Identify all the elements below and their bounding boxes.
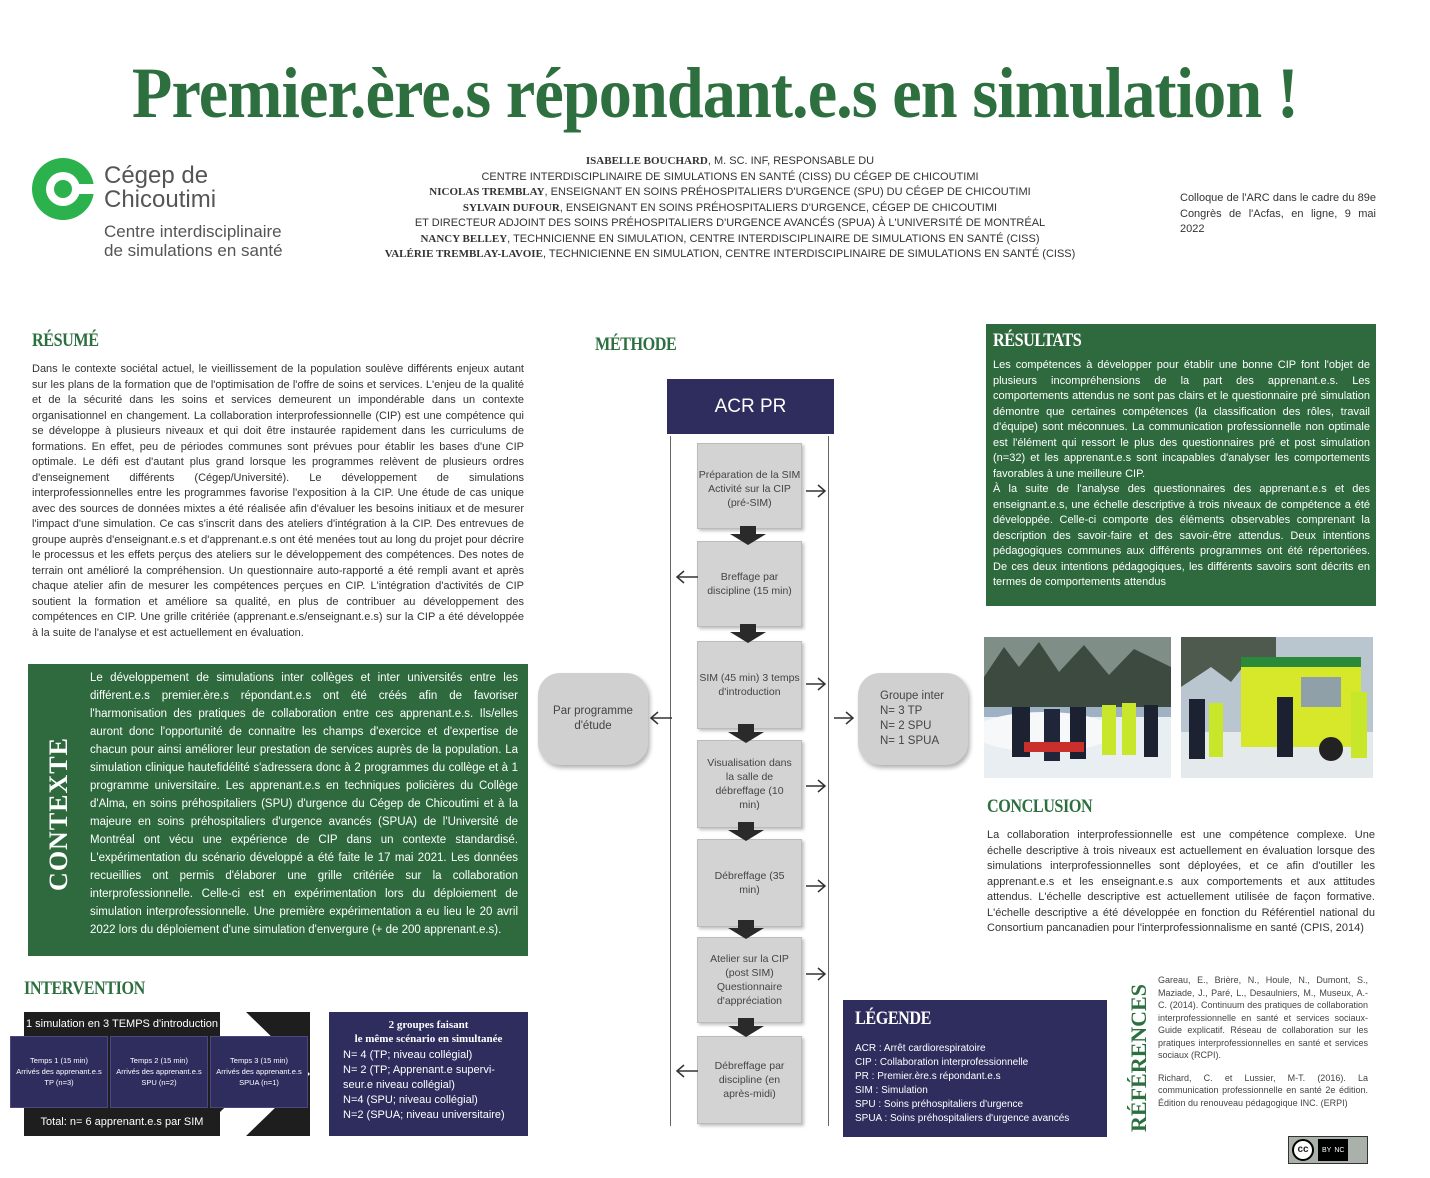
methode-heading: MÉTHODE bbox=[595, 334, 677, 355]
arrow-right-icon bbox=[806, 777, 830, 795]
logo-line-1: Cégep de bbox=[104, 162, 209, 189]
groupe-inter-line: N= 3 TP bbox=[880, 705, 923, 717]
arrow-right-icon bbox=[806, 965, 830, 983]
references-heading: RÉFÉRENCES bbox=[1126, 984, 1152, 1132]
groupe-inter-pill bbox=[858, 673, 968, 765]
flow-line-left bbox=[670, 436, 671, 1126]
contexte-text: Le développement de simulations inter collèges et inter universités entre les différent.e.s premier.ère.s répondant.e.s ont été créés afin de favoriser l'harmonisation des pratiques de collaboration entre ces apprenant.e.s. Ils/elles auront donc l'opportunité de connaitre les champs d'exercice et d'expertise de chacun pour ainsi améliorer leur prestation de services auprès de la population. La simulation clinique hautefidélité s'adressera donc à 2 programmes du collège et à 1 programme universitaire. Les apprenant.e.s en techniques policières du Collège d'Alma, en soins préhospitaliers (SPU) d'urgence du Cégep de Chicoutimi et à la majeure en soins préhospitaliers d'urgence avancés (SPUA) de l'Université de Montréal ont vécu une expérience de CIP dans un contexte standardisé. L'expérimentation du scénario développé a été faite le 17 mai 2021. Les données recueillies ont permis d'élaborer une grille critériée sur la collaboration interprofessionnelle. Celle-ci est en expérimentation lors du déploiement de simulation interprofessionnelle. Une première expérimentation a eu lieu le 20 avril 2022 lors du déploiement d'une simulation d'envergure (+ de 200 apprenant.e.s). bbox=[90, 672, 518, 936]
arrow-right-icon bbox=[806, 877, 830, 895]
reference-item: Richard, C. et Lussier, M-T. (2016). La communication professionnelle en santé 2e édition. Édition du renouveau pédagogique INC. (ERPI) bbox=[1158, 1072, 1368, 1108]
flow-step-7: Débreffage par discipline (en après-midi) bbox=[697, 1036, 802, 1124]
conclusion-heading: CONCLUSION bbox=[987, 796, 1093, 817]
intervention-panel bbox=[16, 1012, 310, 1136]
author-line: ISABELLE BOUCHARD, M. SC. INF, RESPONSABLE DU bbox=[585, 155, 875, 167]
logo-line-2: Chicoutimi bbox=[104, 186, 217, 213]
author-line: NANCY BELLEY, TECHNICIENNE EN SIMULATION, CENTRE INTERDISCIPLINAIRE DE SIMULATIONS EN SANTÉ (CISS) bbox=[420, 232, 1040, 245]
conclusion-text: La collaboration interprofessionnelle est une compétence complexe. Une échelle descriptive à trois niveaux est actuellement en évaluation lorsque des simulations interprofessionnelles sont déployées, et ce afin d'outiller les apprenant.e.s et les enseignant.e.s aux comportements et aux attitudes attendus. L'échelle descriptive est actuellement utilisée de façon formative. L'échelle descriptive a été développée en fonction du Référentiel national du Consortium pancanadien pour l'interprofessionnalisme en santé (CPIS, 2014) bbox=[987, 829, 1375, 934]
resultats-heading: RÉSULTATS bbox=[993, 330, 1082, 351]
author-line: ET DIRECTEUR ADJOINT DES SOINS PRÉHOSPITALIERS D'URGENCE AVANCÉS (SPUA) À L'UNIVERSITÉ DE MONTRÉAL bbox=[414, 217, 1046, 229]
cegep-logo-icon bbox=[32, 158, 94, 220]
intervention-banner: 1 simulation en 3 TEMPS d'introduction bbox=[25, 1018, 219, 1030]
arrow-left-icon bbox=[646, 709, 672, 727]
resume-heading: RÉSUMÉ bbox=[32, 330, 99, 351]
groupes-line: N=2 (SPUA; niveau universitaire) bbox=[343, 1109, 505, 1121]
acr-pr-box: ACR PR bbox=[667, 379, 834, 434]
colloque-note: Colloque de l'ARC dans le cadre du 89e Congrès de l'Acfas, en ligne, 9 mai 2022 bbox=[1180, 192, 1376, 235]
arrow-right-icon bbox=[834, 709, 858, 727]
temps-box-1: Temps 1 (15 min) Arrivés des apprenant.e.s TP (n=3) bbox=[10, 1036, 108, 1108]
logo-line-4: de simulations en santé bbox=[104, 241, 283, 260]
legende-box bbox=[843, 1000, 1107, 1137]
flow-step-1: Préparation de la SIM Activité sur la CIP (pré-SIM) bbox=[697, 443, 802, 529]
contexte-heading: CONTEXTE bbox=[44, 737, 74, 891]
logo-subtitle bbox=[104, 222, 283, 260]
contexte-heading-wrap bbox=[42, 704, 76, 924]
resultats-text-2: À la suite de l'analyse des questionnaires des apprenant.e.s et des enseignant.e.s, une échelle descriptive à trois niveaux de compétence a été développée. Celle-ci comporte des éléments observables comprenant la description des savoir-faire et des savoir-être attendus. Deux intentions pédagogiques communes aux différents programmes ont été répertoriées. De ces deux intentions pédagogiques, les différents savoirs sont décrits en termes de comportements attendus bbox=[993, 483, 1370, 588]
groupe-inter-line: Groupe inter bbox=[880, 690, 944, 702]
par-programme-pill: Par programme d'étude bbox=[538, 673, 648, 765]
groupe-inter-line: N= 1 SPUA bbox=[880, 735, 940, 747]
groupes-title-2: le même scénario en simultanée bbox=[354, 1033, 503, 1045]
intervention-total: Total: n= 6 apprenant.e.s par SIM bbox=[40, 1116, 204, 1128]
arrow-down-icon bbox=[728, 526, 768, 546]
simulation-photo-2 bbox=[1181, 637, 1373, 778]
references-heading-wrap bbox=[1124, 974, 1154, 1142]
flow-step-5: Débreffage (35 min) bbox=[697, 839, 802, 927]
author-line: VALÉRIE TREMBLAY-LAVOIE, TECHNICIENNE EN SIMULATION, CENTRE INTERDISCIPLINAIRE DE SIMULATIONS EN SANTÉ (CISS) bbox=[384, 248, 1076, 260]
reference-item: Gareau, E., Brière, N., Houle, N., Dumont, S., Maziade, J., Paré, L., Desaulniers, M., Museux, A.-C. (2014). Continuum des pratiques de collaboration interprofessionnelle en santé et services sociaux-Guide explicatif. Réseau de collaboration sur les pratiques interprofessionnelles en santé et services sociaux (RCPI). bbox=[1158, 975, 1368, 1060]
cc-icon: cc bbox=[1292, 1139, 1314, 1161]
legende-item: CIP : Collaboration interprofessionnelle bbox=[855, 1057, 1029, 1068]
groupes-line: N= 2 (TP; Apprenant.e supervi-seur.e niveau collégial) bbox=[343, 1064, 495, 1091]
flow-step-2: Breffage par discipline (15 min) bbox=[697, 541, 802, 627]
temps-box-3: Temps 3 (15 min) Arrivés des apprenant.e.s SPUA (n=1) bbox=[210, 1036, 308, 1108]
logo-name bbox=[104, 164, 216, 212]
legende-heading: LÉGENDE bbox=[855, 1008, 932, 1029]
resultats-box bbox=[986, 324, 1376, 606]
resume-text: Dans le contexte sociétal actuel, le vieillissement de la population soulève différents enjeux autant sur les plans de la formation que de l'optimisation de l'offre de soins et services. L'enjeu de la qualité et de la sécurité dans les soins et services demeurent un impondérable dans un contexte organisationnel en changement. La collaboration interprofessionnelle (CIP) est une compétence qui se développe à plusieurs niveaux et qui doit être instaurée rapidement dans les curriculums de formations. En effet, peu de périodes communes sont prévues pour établir les bases d'une CIP optimale. Le défi est d'autant plus grand lorsque les programmes relèvent de plusieurs ordres d'enseignement différents (Cégep/Université). Le développement de simulations interprofessionnelles entre les programmes favorise l'exposition à la CIP. Une étude de cas unique avec des sources de données mixtes a été réalisée afin d'évaluer les besoins initiaux et de mesurer l'impact d'une simulation. Ce cas s'inscrit dans des ateliers d'intégration à la CIP. Des entrevues de groupe auprès d'enseignant.e.s et d'apprenant.e.s ont été menées tout au long du projet pour décrire le processus et les effets perçus des ateliers sur le développement des compétences. Des notes de terrain ont amélioré la compréhension. Un questionnaire auto-rapporté a été rempli avant et après chaque atelier afin de mesurer les compétences perçues en CIP. L'intégration d'activités de CIP soutient la formation et améliore sa qualité, en plus de contribuer au développement des compétences en CIP. Une grille critériée (apprenant.e.s/enseignant.e.s) sur la CIP a été développée à la suite de l'analyse et est actuellement en évaluation. bbox=[32, 363, 524, 639]
arrow-left-icon bbox=[672, 1062, 698, 1080]
author-line: CENTRE INTERDISCIPLINAIRE DE SIMULATIONS EN SANTÉ (CISS) DU CÉGEP DE CHICOUTIMI bbox=[481, 170, 979, 183]
logo-line-3: Centre interdisciplinaire bbox=[104, 222, 282, 241]
groupes-line: N= 4 (TP; niveau collégial) bbox=[343, 1049, 473, 1061]
contexte-box bbox=[28, 664, 528, 956]
arrow-down-icon bbox=[726, 724, 766, 744]
references-list bbox=[1158, 974, 1368, 1109]
legende-item: PR : Premier.ère.s répondant.e.s bbox=[855, 1071, 1001, 1082]
poster-title: Premier.ère.s répondant.e.s en simulation ! bbox=[131, 53, 1299, 133]
arrow-right-icon bbox=[806, 675, 830, 693]
legende-item: SIM : Simulation bbox=[855, 1085, 928, 1096]
authors-block bbox=[360, 154, 1100, 263]
arrow-right-icon bbox=[806, 482, 830, 500]
temps-box-2: Temps 2 (15 min) Arrivés des apprenant.e.s SPU (n=2) bbox=[110, 1036, 208, 1108]
flow-step-3: SIM (45 min) 3 temps d'introduction bbox=[697, 641, 802, 729]
nc-icon: NC bbox=[1334, 1146, 1345, 1154]
groupes-box bbox=[329, 1012, 528, 1136]
arrow-left-icon bbox=[672, 568, 698, 586]
arrow-down-icon bbox=[728, 624, 768, 644]
legende-item: SPU : Soins préhospitaliers d'urgence bbox=[855, 1099, 1024, 1110]
groupes-title-1: 2 groupes faisant bbox=[388, 1019, 469, 1031]
simulation-photo-1 bbox=[984, 637, 1171, 778]
arrow-down-icon bbox=[726, 1018, 766, 1038]
arrow-down-icon bbox=[726, 920, 766, 940]
license-terms bbox=[1318, 1139, 1348, 1161]
flow-step-6: Atelier sur la CIP (post SIM) Questionnaire d'appréciation bbox=[697, 937, 802, 1023]
legende-item: SPUA : Soins préhospitaliers d'urgence avancés bbox=[855, 1113, 1070, 1124]
legende-item: ACR : Arrêt cardiorespiratoire bbox=[855, 1043, 986, 1054]
groupe-inter-line: N= 2 SPU bbox=[880, 720, 932, 732]
author-line: SYLVAIN DUFOUR, ENSEIGNANT EN SOINS PRÉHOSPITALIERS D'URGENCE, CÉGEP DE CHICOUTIMI bbox=[462, 201, 998, 214]
groupes-line: N=4 (SPU; niveau collégial) bbox=[343, 1094, 478, 1106]
resultats-text-1: Les compétences à développer pour établir une bonne CIP font l'objet de plusieurs incompréhensions de la part des apprenant.e.s. Les comportements attendus ne sont pas clairs et le questionnaire pré simulation démontre que certaines compétences (la classification des rôles, travail d'équipe) sont méconnues. La communication professionnelle non optimale est l'élément qui ressort le plus des questionnaires pré et post simulation (n=32) et les apprenant.e.s sont incapables d'analyser les comportements favorables à une meilleure CIP. bbox=[993, 359, 1370, 480]
flow-step-4: Visualisation dans la salle de débreffage (10 min) bbox=[697, 740, 802, 828]
intervention-heading: INTERVENTION bbox=[24, 978, 145, 999]
author-line: NICOLAS TREMBLAY, ENSEIGNANT EN SOINS PRÉHOSPITALIERS D'URGENCE (SPU) DU CÉGEP DE CHICOUTIMI bbox=[429, 186, 1031, 198]
by-icon: BY bbox=[1322, 1146, 1332, 1154]
cc-license-badge bbox=[1288, 1136, 1368, 1164]
arrow-down-icon bbox=[726, 822, 766, 842]
